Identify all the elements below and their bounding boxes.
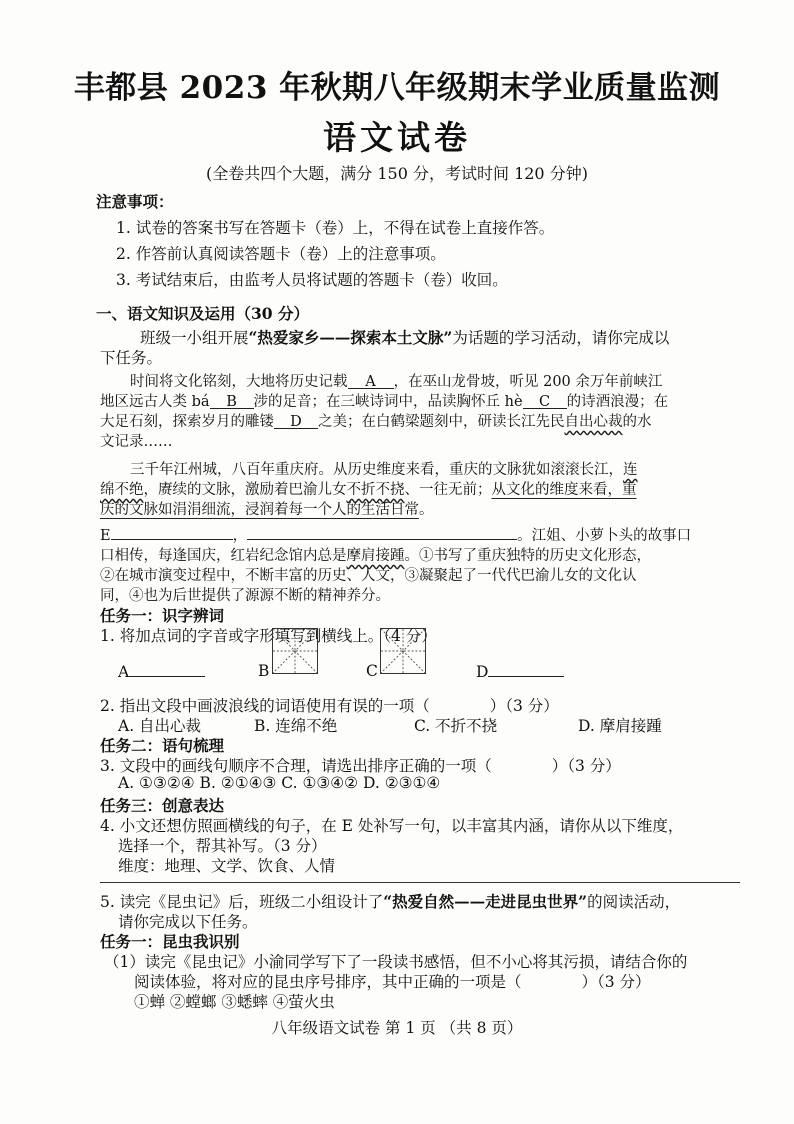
question-1: 1. 将加点词的字音或字形填写到横线上。（4 分） xyxy=(100,627,437,645)
passage-p2-line2: 绵不绝，赓续的文脉，激励着巴渝儿女不折不挠、一往无前；从文化的维度来看，重 xyxy=(100,482,637,498)
notes-item-1: 1. 试卷的答案书写在答题卡（卷）上，不得在试卷上直接作答。 xyxy=(116,219,555,237)
q2-option-a[interactable]: A. 自出心裁 xyxy=(118,717,202,735)
notes-item-3: 3. 考试结束后，由监考人员将试题的答题卡（卷）收回。 xyxy=(116,271,508,289)
passage-p3-line1: E ， 。江姐、小萝卜头的故事口 xyxy=(100,524,691,545)
passage-p1-line3: 大足石刻，探索岁月的雕镂 D 之美；在白鹤梁题刻中，研读长江先民自出心裁的水 xyxy=(100,414,652,430)
task1-heading: 任务一：识字辨词 xyxy=(100,606,225,625)
passage-p2-line3: 庆的文脉如涓涓细流，浸润着每一个人的生活日常。 xyxy=(100,502,434,518)
passage-p1-line2: 地区远古人类 bá B 涉的足音；在三峡诗词中，品读胸怀丘 hè C 的诗酒浪漫；在 xyxy=(100,394,669,410)
task2-heading: 任务二：语句梳理 xyxy=(100,736,225,755)
answer-line-q4[interactable] xyxy=(100,882,740,883)
passage-p1-line1: 时间将文化铭刻，大地将历史记载 A ，在巫山龙骨坡，听见 200 余万年前峡江 xyxy=(130,374,663,390)
q2-option-d[interactable]: D. 摩肩接踵 xyxy=(578,717,662,735)
passage-p1-line4: 文记录…… xyxy=(100,434,173,450)
exam-title: 丰都县 2023 年秋期八年级期末学业质量监测 xyxy=(73,70,721,106)
question-5-line1: 5. 读完《昆虫记》后，班级二小组设计了“热爱自然——走进昆虫世界”的阅读活动， xyxy=(100,892,681,911)
answer-b[interactable]: B xyxy=(258,662,270,680)
question-3: 3. 文段中的画线句顺序不合理，请选出排序正确的一项（ ）（3 分） xyxy=(100,757,621,775)
tianzige-grid-c xyxy=(380,628,426,674)
notes-heading: 注意事项： xyxy=(96,192,174,211)
q5-task-heading: 任务一：昆虫我识别 xyxy=(100,932,240,951)
answer-d[interactable]: D xyxy=(476,662,564,681)
q5-sub1-line2: 阅读体验，将对应的昆虫序号排序，其中正确的一项是（ ）（3 分） xyxy=(134,973,651,991)
q3-options[interactable]: A. ①③②④ B. ②①④③ C. ①③④② D. ②③①④ xyxy=(118,774,441,792)
section1-intro: 班级一小组开展“热爱家乡——探索本土文脉”为话题的学习活动，请你完成以 xyxy=(140,328,670,347)
passage-p3-line2: 口相传，每逢国庆，红岩纪念馆内总是摩肩接踵。①书写了重庆独特的历史文化形态， xyxy=(100,548,651,564)
q2-option-c[interactable]: C. 不折不挠 xyxy=(414,717,498,735)
passage-p2-line1: 三千年江州城，八百年重庆府。从历史维度来看，重庆的文脉犹如滚滚长江，连 xyxy=(130,462,638,478)
page-footer: 八年级语文试卷 第 1 页 （共 8 页） xyxy=(271,1019,523,1037)
question-5-line2: 请你完成以下任务。 xyxy=(118,913,258,931)
exam-subtitle: 语文试卷 xyxy=(323,118,471,157)
notes-item-2: 2. 作答前认真阅读答题卡（卷）上的注意事项。 xyxy=(116,245,446,263)
q5-insect-list: ①蝉 ②螳螂 ③蟋蟀 ④萤火虫 xyxy=(134,993,335,1011)
question-4-line3: 维度：地理、文学、饮食、人情 xyxy=(118,857,336,875)
question-2: 2. 指出文段中画波浪线的词语使用有误的一项（ ）（3 分） xyxy=(100,697,559,715)
answer-a[interactable]: A xyxy=(118,662,205,681)
q2-option-b[interactable]: B. 连绵不绝 xyxy=(254,717,338,735)
q5-sub1-line1: （1）读完《昆虫记》小渝同学写下了一段读书感悟，但不小心将其污损，请结合你的 xyxy=(104,953,688,971)
task3-heading: 任务三：创意表达 xyxy=(100,796,225,815)
section1-intro-cont: 下任务。 xyxy=(100,349,163,367)
passage-p3-line4: 同，④也为后世提供了源源不断的精神养分。 xyxy=(100,588,390,604)
exam-info: (全卷共四个大题，满分 150 分，考试时间 120 分钟) xyxy=(206,164,588,183)
passage-p3-line3: ②在城市演变过程中，不断丰富的历史、人文，③凝聚起了一代代巴渝儿女的文化认 xyxy=(100,568,637,584)
tianzige-grid-b xyxy=(272,628,318,674)
answer-c[interactable]: C xyxy=(366,662,378,680)
question-4-line2: 选择一个，帮其补写。（3 分） xyxy=(118,837,327,855)
question-4-line1: 4. 小文还想仿照画横线的句子，在 E 处补写一句，以丰富其内涵，请你从以下维度， xyxy=(100,817,684,835)
section1-heading: 一、语文知识及运用（30 分） xyxy=(96,304,309,323)
